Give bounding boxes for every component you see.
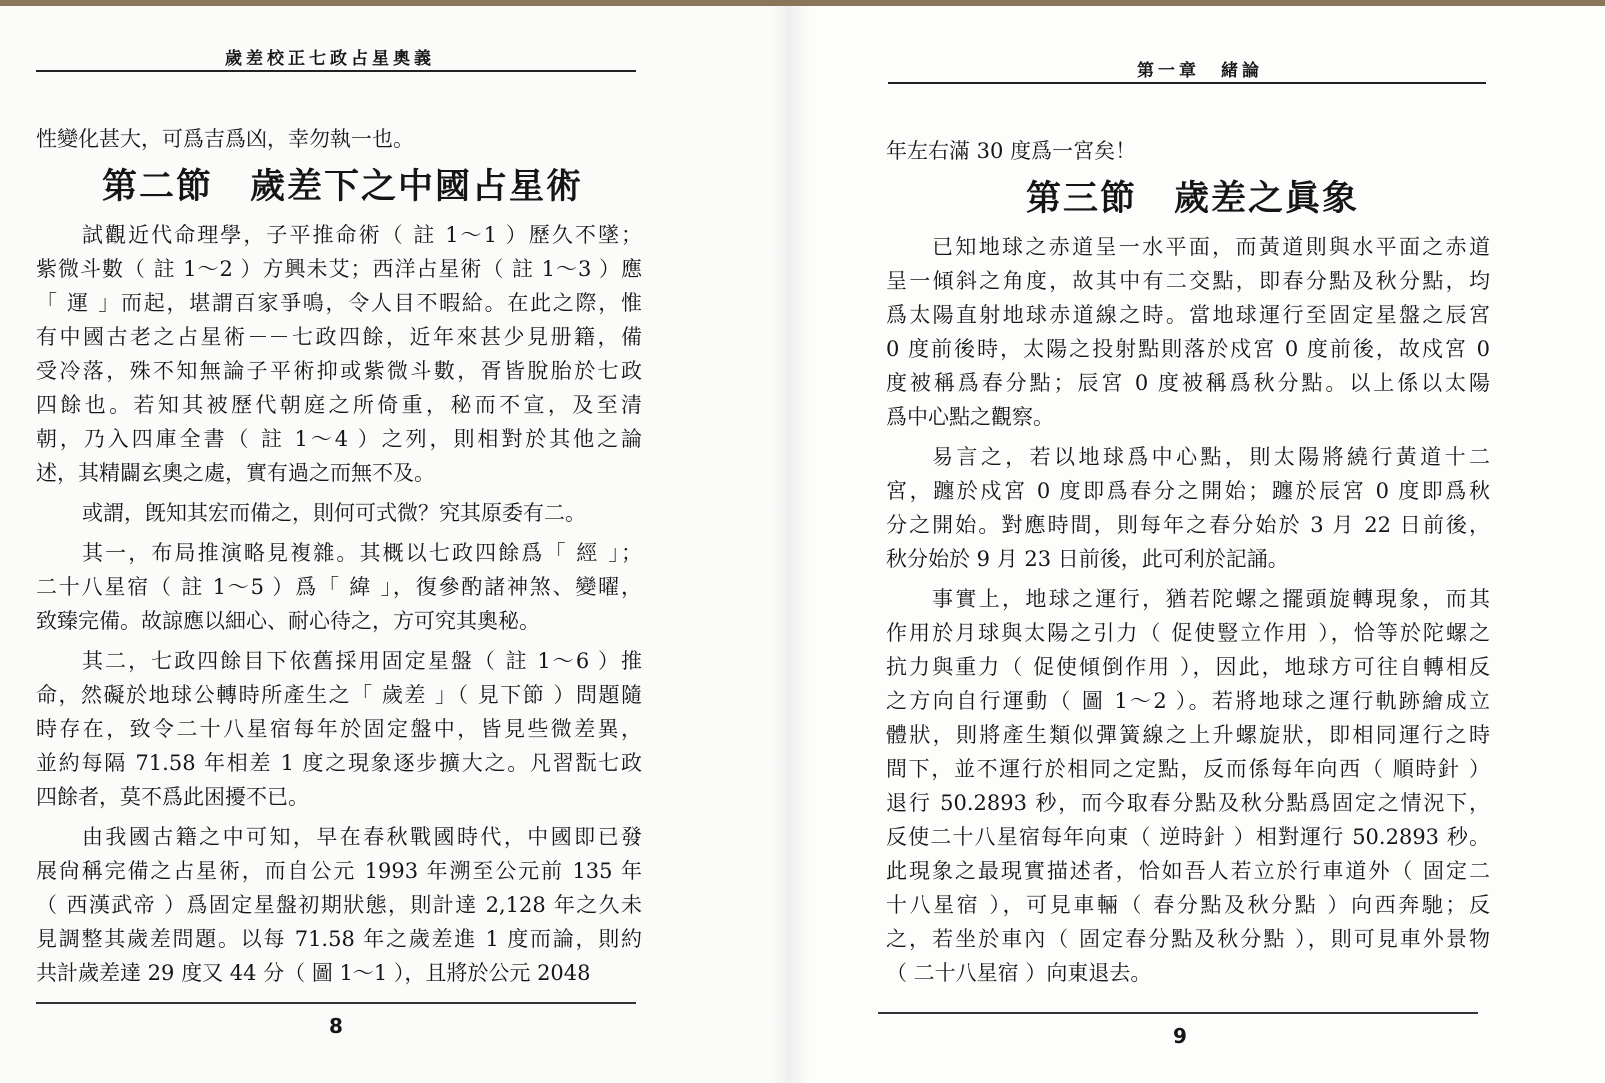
text-line: （ 西漢武帝 ）爲固定星盤初期狀態，則計達 2,128 年之久未 [36,893,642,917]
left-header-rule [36,70,636,72]
text-line: 有中國古老之占星術－－七政四餘，近年來甚少見册籍，備 [36,325,642,349]
text-line: 度被稱爲春分點；辰宮 0 度被稱爲秋分點。以上係以太陽 [886,371,1490,395]
right-running-head: 第一章 緒論 [1137,61,1263,81]
text-line: 共計歲差達 29 度又 44 分（ 圖 1～1 ），且將於公元 2048 [36,961,591,985]
text-line: 之方向自行運動（ 圖 1～2 ）。若將地球之運行軌跡繪成立 [886,689,1490,713]
text-line: 之，若坐於車內（ 固定春分點及秋分點 ），則可見車外景物 [886,927,1490,951]
text-line: 十八星宿 ），可見車輛（ 春分點及秋分點 ）向西奔馳；反 [886,893,1490,917]
opening-line: 性變化甚大，可爲吉爲凶，幸勿執一也。 [36,127,414,151]
text-line: 爲太陽直射地球赤道線之時。當地球運行至固定星盤之辰宮 [886,303,1490,327]
text-line: 或謂，旣知其宏而備之，則何可式微？究其原委有二。 [82,501,586,525]
text-line: 呈一傾斜之角度，故其中有二交點，即春分點及秋分點，均 [886,269,1490,293]
paragraph [886,230,1490,434]
text-line: 此現象之最現實描述者，恰如吾人若立於行車道外（ 固定二 [886,859,1490,883]
right-footer-rule [878,1012,1478,1014]
paragraph [36,536,642,638]
text-line: 見調整其歲差問題。以每 71.58 年之歲差進 1 度而論，則約 [36,927,642,951]
text-line: 已知地球之赤道呈一水平面，而黃道則與水平面之赤道 [932,235,1490,259]
right-body-text [886,134,1490,990]
text-line: 四餘者，莫不爲此困擾不已。 [36,785,309,809]
text-line: 間下，並不運行於相同之定點，反而係每年向西（ 順時針 ） [886,757,1490,781]
text-line: 述，其精闢玄奧之處，實有過之而無不及。 [36,461,435,485]
paragraph [36,644,642,814]
paragraph [36,820,642,990]
section-title: 第三節 歲差之眞象 [1026,178,1360,219]
text-line: 試觀近代命理學，子平推命術（ 註 1～1 ）歷久不墜； [82,223,642,247]
opening-line: 年左右滿 30 度爲一宮矣！ [886,139,1137,163]
right-page [790,6,1605,1083]
text-line: 易言之，若以地球爲中心點，則太陽將繞行黃道十二 [932,445,1490,469]
right-page-number: 9 [1173,1024,1187,1048]
left-footer-rule [36,1002,636,1004]
text-line: （ 二十八星宿 ）向東退去。 [886,961,1152,985]
text-line: 受冷落，殊不知無論子平術抑或紫微斗數，胥皆脫胎於七政 [36,359,642,383]
section-title: 第二節 歲差下之中國占星術 [102,166,584,207]
text-line: 事實上，地球之運行，猶若陀螺之擺頭旋轉現象，而其 [932,587,1490,611]
text-line: 四餘也。若知其被歷代朝庭之所倚重，秘而不宣，及至清 [36,393,642,417]
text-line: 「 運 」而起，堪謂百家爭鳴，令人目不暇給。在此之際，惟 [36,291,642,315]
text-line: 0 度前後時，太陽之投射點則落於戍宮 0 度前後，故戍宮 0 [886,337,1490,361]
text-line: 時存在，致令二十八星宿每年於固定盤中，皆見些微差異， [36,717,642,741]
text-line: 其一，布局推演略見複雜。其概以七政四餘爲「 經 」； [82,541,642,565]
paragraph-group [886,230,1490,990]
text-line: 二十八星宿（ 註 1～5 ）爲「 緯 」，復參酌諸神煞、變曜， [36,575,642,599]
paragraph-group [36,218,642,990]
text-line: 分之開始。對應時間，則每年之春分始於 3 月 22 日前後， [886,513,1490,537]
text-line: 其二，七政四餘目下依舊採用固定星盤（ 註 1～6 ）推 [82,649,642,673]
book-gutter [770,6,810,1083]
paragraph [36,496,642,530]
text-line: 爲中心點之觀察。 [886,405,1054,429]
text-line: 展尙稱完備之占星術，而自公元 1993 年溯至公元前 135 年 [36,859,642,883]
paragraph [886,440,1490,576]
right-header-rule [888,82,1486,84]
text-line: 命，然礙於地球公轉時所產生之「 歲差 」（ 見下節 ）問題隨 [36,683,642,707]
text-line: 朝，乃入四庫全書（ 註 1～4 ）之列，則相對於其他之論 [36,427,642,451]
text-line: 紫微斗數（ 註 1～2 ）方興未艾；西洋占星術（ 註 1～3 ）應 [36,257,642,281]
text-line: 退行 50.2893 秒，而今取春分點及秋分點爲固定之情況下， [886,791,1490,815]
paragraph [886,582,1490,990]
text-line: 致臻完備。故諒應以細心、耐心待之，方可究其奧秘。 [36,609,540,633]
text-line: 宮，躔於戍宮 0 度即爲春分之開始；躔於辰宮 0 度即爲秋 [886,479,1490,503]
text-line: 體狀，則將產生類似彈簧線之上升螺旋狀，即相同運行之時 [886,723,1490,747]
left-body-text [36,122,642,990]
text-line: 由我國古籍之中可知，早在春秋戰國時代，中國即已發 [82,825,642,849]
text-line: 作用於月球與太陽之引力（ 促使豎立作用 ），恰等於陀螺之 [886,621,1490,645]
text-line: 反使二十八星宿每年向東（ 逆時針 ）相對運行 50.2893 秒。 [886,825,1490,849]
left-page [0,6,790,1083]
left-page-number: 8 [329,1014,343,1038]
text-line: 並約每隔 71.58 年相差 1 度之現象逐步擴大之。凡習翫七政 [36,751,642,775]
paragraph [36,218,642,490]
text-line: 秋分始於 9 月 23 日前後，此可利於記誦。 [886,547,1289,571]
left-running-head: 歲差校正七政占星奧義 [225,49,435,69]
text-line: 抗力與重力（ 促使傾倒作用 ），因此，地球方可往自轉相反 [886,655,1490,679]
